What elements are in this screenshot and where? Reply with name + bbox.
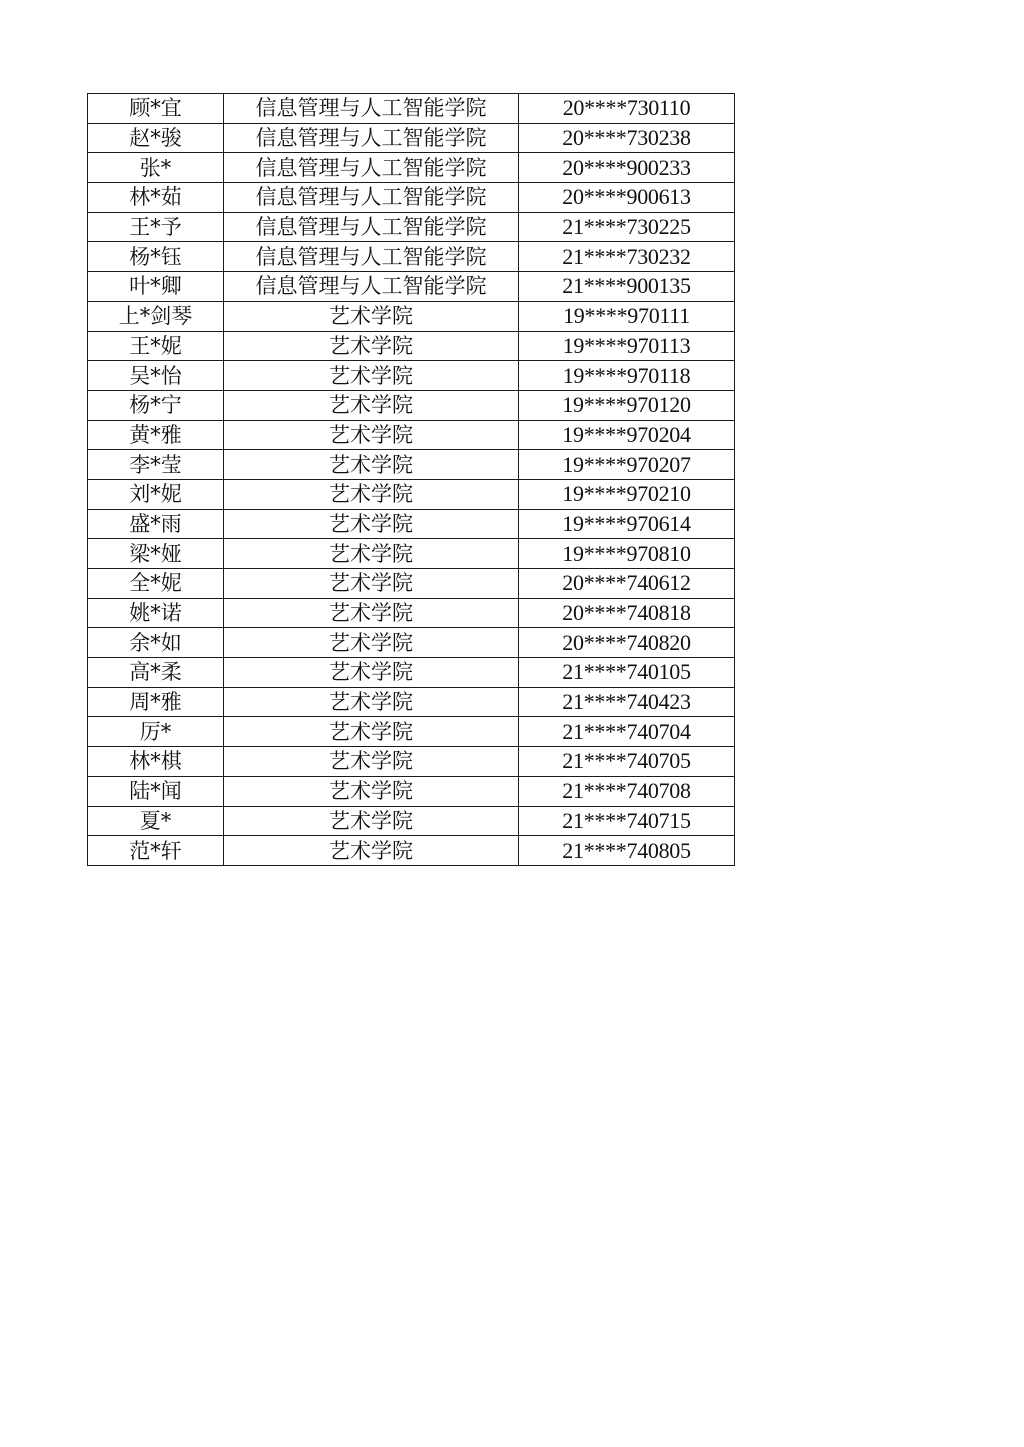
student-id-cell: 21****740705 [519,747,735,777]
student-id-cell: 21****740105 [519,658,735,688]
student-id-cell: 20****740818 [519,598,735,628]
student-name-cell: 梁*娅 [88,539,224,569]
roster-body [88,94,735,866]
student-id-cell: 19****970113 [519,331,735,361]
student-name-cell: 张* [88,153,224,183]
college-cell: 艺术学院 [224,569,519,599]
table-row [88,301,735,331]
table-row [88,569,735,599]
college-cell: 艺术学院 [224,331,519,361]
student-id-cell: 20****730238 [519,123,735,153]
college-cell: 艺术学院 [224,717,519,747]
college-cell: 信息管理与人工智能学院 [224,212,519,242]
student-id-cell: 21****740708 [519,776,735,806]
college-cell: 艺术学院 [224,836,519,866]
student-id-cell: 19****970207 [519,450,735,480]
student-name-cell: 厉* [88,717,224,747]
college-cell: 信息管理与人工智能学院 [224,183,519,213]
college-cell: 艺术学院 [224,390,519,420]
student-name-cell: 李*莹 [88,450,224,480]
table-row [88,153,735,183]
student-name-cell: 赵*骏 [88,123,224,153]
roster-sheet [87,93,734,866]
student-name-cell: 陆*闻 [88,776,224,806]
table-row [88,776,735,806]
student-id-cell: 19****970210 [519,479,735,509]
student-name-cell: 刘*妮 [88,479,224,509]
student-id-cell: 21****740423 [519,687,735,717]
student-id-cell: 19****970120 [519,390,735,420]
college-cell: 艺术学院 [224,658,519,688]
student-name-cell: 夏* [88,806,224,836]
student-name-cell: 杨*钰 [88,242,224,272]
table-row [88,836,735,866]
student-id-cell: 19****970614 [519,509,735,539]
college-cell: 艺术学院 [224,776,519,806]
college-cell: 信息管理与人工智能学院 [224,242,519,272]
student-name-cell: 上*剑琴 [88,301,224,331]
student-id-cell: 20****730110 [519,94,735,124]
table-row [88,420,735,450]
student-id-cell: 19****970118 [519,361,735,391]
student-name-cell: 周*雅 [88,687,224,717]
student-id-cell: 21****900135 [519,272,735,302]
college-cell: 艺术学院 [224,687,519,717]
table-row [88,479,735,509]
student-name-cell: 杨*宁 [88,390,224,420]
college-cell: 艺术学院 [224,509,519,539]
table-row [88,539,735,569]
student-name-cell: 林*棋 [88,747,224,777]
college-cell: 艺术学院 [224,420,519,450]
student-id-cell: 20****900233 [519,153,735,183]
student-name-cell: 林*茹 [88,183,224,213]
table-row [88,390,735,420]
table-row [88,123,735,153]
student-name-cell: 黄*雅 [88,420,224,450]
table-row [88,658,735,688]
student-id-cell: 19****970204 [519,420,735,450]
table-row [88,717,735,747]
college-cell: 艺术学院 [224,628,519,658]
student-id-cell: 20****740820 [519,628,735,658]
table-row [88,747,735,777]
student-name-cell: 范*轩 [88,836,224,866]
table-row [88,331,735,361]
student-name-cell: 姚*诺 [88,598,224,628]
student-name-cell: 高*柔 [88,658,224,688]
college-cell: 艺术学院 [224,301,519,331]
table-row [88,242,735,272]
college-cell: 艺术学院 [224,361,519,391]
table-row [88,509,735,539]
student-id-cell: 21****730232 [519,242,735,272]
college-cell: 信息管理与人工智能学院 [224,94,519,124]
student-id-cell: 20****900613 [519,183,735,213]
student-name-cell: 王*予 [88,212,224,242]
student-name-cell: 盛*雨 [88,509,224,539]
student-id-cell: 20****740612 [519,569,735,599]
student-id-cell: 21****740715 [519,806,735,836]
student-name-cell: 叶*卿 [88,272,224,302]
student-id-cell: 21****740704 [519,717,735,747]
student-id-cell: 21****730225 [519,212,735,242]
student-id-cell: 21****740805 [519,836,735,866]
college-cell: 艺术学院 [224,806,519,836]
college-cell: 信息管理与人工智能学院 [224,153,519,183]
student-name-cell: 全*妮 [88,569,224,599]
college-cell: 信息管理与人工智能学院 [224,123,519,153]
student-name-cell: 吴*怡 [88,361,224,391]
college-cell: 信息管理与人工智能学院 [224,272,519,302]
table-row [88,806,735,836]
table-row [88,628,735,658]
roster-table [87,93,735,866]
table-row [88,212,735,242]
table-row [88,598,735,628]
college-cell: 艺术学院 [224,598,519,628]
table-row [88,687,735,717]
college-cell: 艺术学院 [224,450,519,480]
college-cell: 艺术学院 [224,479,519,509]
table-row [88,361,735,391]
student-id-cell: 19****970111 [519,301,735,331]
college-cell: 艺术学院 [224,747,519,777]
table-row [88,94,735,124]
student-name-cell: 余*如 [88,628,224,658]
student-id-cell: 19****970810 [519,539,735,569]
student-name-cell: 顾*宜 [88,94,224,124]
student-name-cell: 王*妮 [88,331,224,361]
table-row [88,183,735,213]
college-cell: 艺术学院 [224,539,519,569]
table-row [88,450,735,480]
table-row [88,272,735,302]
